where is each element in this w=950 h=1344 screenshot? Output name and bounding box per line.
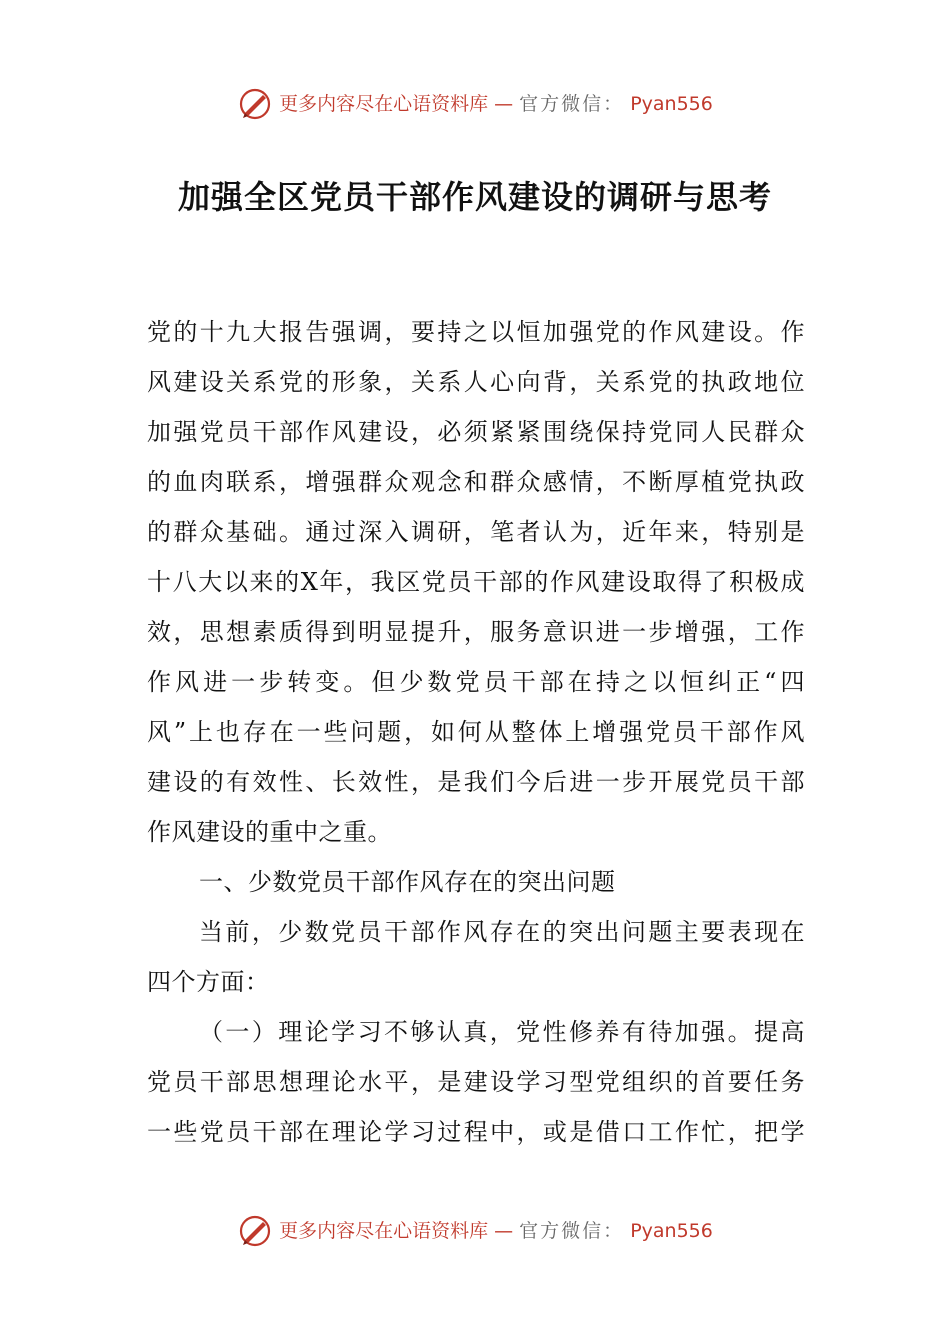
body-line: 的血肉联系，增强群众观念和群众感情，不断厚植党执政 xyxy=(147,468,805,496)
section-heading: 一、少数党员干部作风存在的突出问题 xyxy=(199,868,616,896)
body-line: 加强党员干部作风建设，必须紧紧围绕保持党同人民群众 xyxy=(147,418,805,446)
pen-logo-icon xyxy=(237,86,273,122)
document-title: 加强全区党员干部作风建设的调研与思考 xyxy=(177,178,772,216)
body-line: 四个方面： xyxy=(147,968,270,996)
subsection-line: （一）理论学习不够认真，党性修养有待加强。提高 xyxy=(199,1018,805,1046)
banner-wechat-label: 官方微信： xyxy=(519,1220,625,1242)
body-line: 作风进一步转变。但少数党员干部在持之以恒纠正“四 xyxy=(147,668,805,696)
document-body xyxy=(147,307,805,1157)
banner-wechat-label: 官方微信： xyxy=(519,93,625,115)
body-line: 十八大以来的X年，我区党员干部的作风建设取得了积极成 xyxy=(147,568,805,596)
banner-main-text: 更多内容尽在心语资料库 xyxy=(279,1220,489,1242)
body-line: 作风建设的重中之重。 xyxy=(147,818,392,846)
body-line: 的群众基础。通过深入调研，笔者认为，近年来，特别是 xyxy=(147,518,805,546)
footer-banner xyxy=(0,1211,950,1251)
body-line: 风建设关系党的形象，关系人心向背，关系党的执政地位 xyxy=(147,368,805,396)
body-line: 一些党员干部在理论学习过程中，或是借口工作忙，把学 xyxy=(147,1118,805,1146)
banner-wechat-id: Pyan556 xyxy=(630,1220,713,1242)
body-line: 党员干部思想理论水平，是建设学习型党组织的首要任务 xyxy=(147,1068,805,1096)
body-line: 党的十九大报告强调，要持之以恒加强党的作风建设。作 xyxy=(147,318,805,346)
banner-dash: — xyxy=(494,1220,514,1242)
body-line: 效，思想素质得到明显提升，服务意识进一步增强，工作 xyxy=(147,618,805,646)
body-line: 建设的有效性、长效性，是我们今后进一步开展党员干部 xyxy=(147,768,805,796)
header-banner xyxy=(0,84,950,124)
banner-main-text: 更多内容尽在心语资料库 xyxy=(279,93,489,115)
body-line: 风”上也存在一些问题，如何从整体上增强党员干部作风 xyxy=(147,718,805,746)
banner-wechat-id: Pyan556 xyxy=(630,93,713,115)
banner-dash: — xyxy=(494,93,514,115)
body-line: 当前，少数党员干部作风存在的突出问题主要表现在 xyxy=(199,918,805,946)
pen-logo-icon xyxy=(237,1213,273,1249)
